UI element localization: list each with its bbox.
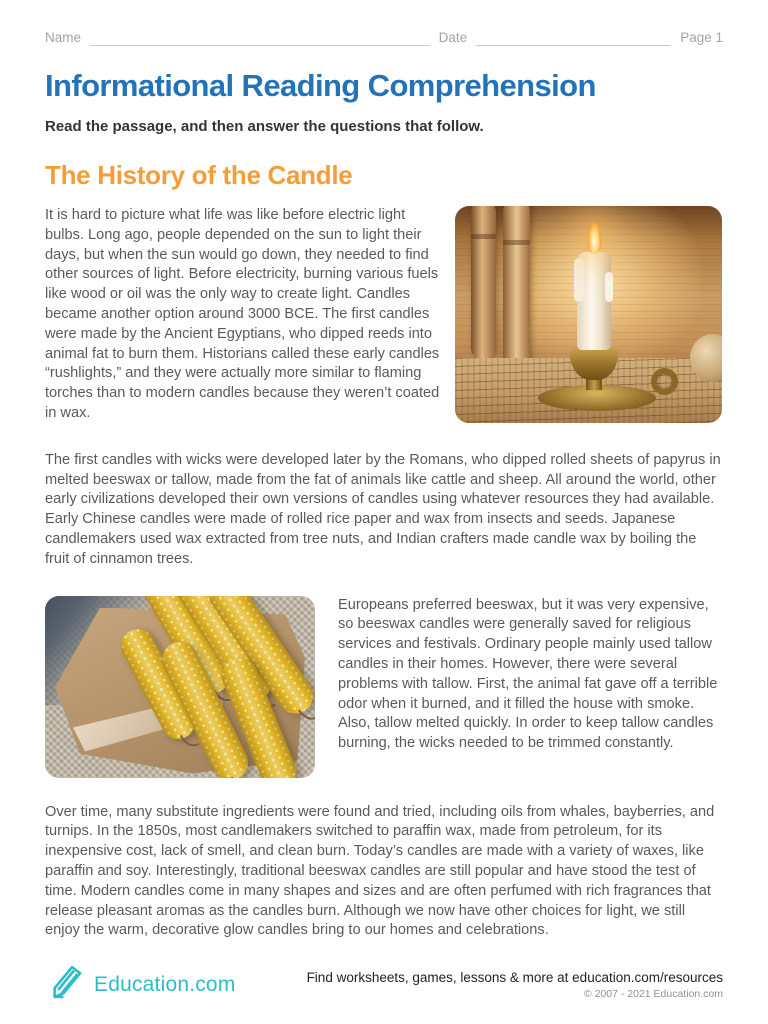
date-label: Date bbox=[438, 30, 468, 45]
passage-paragraph-1: It is hard to picture what life was like before electric light bulbs. Long ago, people depended on the sun to light their days, but when the sun would go down, they needed to find other sources of light. Before electricity, burning various fuels like wood or oil was the only way to create light. Candles became another option around 3000 BCE. The first candles were made by the Ancient Egyptians, who dipped reeds into animal fat to burn them. Historians called these early candles “rushlights,” and they were actually more similar to flaming torches than to modern candles because they weren’t coated in wax. bbox=[45, 207, 440, 421]
logo-text: Education.com bbox=[94, 972, 236, 996]
paper-scroll bbox=[503, 206, 530, 372]
passage-section-1 bbox=[45, 206, 723, 424]
beeswax-candles-photo bbox=[45, 596, 315, 778]
education-logo bbox=[45, 961, 236, 1008]
resources-text: Find worksheets, games, lessons & more at education.com/resources bbox=[306, 969, 723, 985]
passage-heading: The History of the Candle bbox=[45, 160, 353, 190]
passage-section-3 bbox=[45, 596, 723, 778]
date-input-line[interactable] bbox=[476, 32, 671, 46]
passage-paragraph-4: Over time, many substitute ingredients were found and tried, including oils from whales, bayberries, and turnips. In the 1850s, most candlemakers switched to paraffin wax, made from petroleum, for its inexpensive cost, lack of smell, and clean burn. Today’s candles are made with a variety of waxes, like paraffin and soy. Interestingly, traditional beeswax candles are still popular and have stood the test of time. Modern candles come in many shapes and sizes and are often perfumed with rich fragrances that release pleasant aromas as the candles burn. Although we now have other choices for light, we still enjoy the warm, decorative glow candles bring to our homes and celebrations. bbox=[45, 803, 715, 939]
paper-scroll bbox=[471, 206, 496, 360]
instruction-text: Read the passage, and then answer the questions that follow. bbox=[45, 118, 484, 135]
passage-paragraph-2: The first candles with wicks were developed later by the Romans, who dipped rolled sheets of papyrus in melted beeswax or tallow, made from the fat of animals like cattle and sheep. All around the world, other early civilizations developed their own versions of candles using whatever resources they had available. Early Chinese candles were made of rolled rice paper and wax from insects and seeds. Japanese candlemakers used wax extracted from tree nuts, and Indian crafters made candle wax by boiling the fruit of cinnamon trees. bbox=[45, 451, 721, 567]
white-candle bbox=[577, 252, 611, 350]
candle-photo bbox=[455, 206, 722, 423]
worksheet-title: Informational Reading Comprehension bbox=[45, 68, 596, 103]
passage-paragraph-3: Europeans preferred beeswax, but it was very expensive, so beeswax candles were generally saved for religious services and festivals. Ordinary people mainly used tallow candles in their homes. However, there were several problems with tallow. First, the animal fat gave off a terrible odor when it burned, and it filled the house with smoke. Also, tallow melted quickly. In order to keep tallow candles burning, the wicks needed to be trimmed constantly. bbox=[338, 596, 718, 752]
footer bbox=[45, 961, 723, 1008]
copyright-text: © 2007 - 2021 Education.com bbox=[583, 987, 723, 1000]
header-row bbox=[45, 30, 723, 46]
brass-ring-handle bbox=[651, 368, 678, 395]
footer-info bbox=[307, 970, 723, 1000]
name-input-line[interactable] bbox=[90, 32, 430, 46]
page-number: Page 1 bbox=[680, 30, 723, 45]
pencil-logo-icon bbox=[45, 961, 87, 1008]
name-label: Name bbox=[45, 30, 82, 45]
